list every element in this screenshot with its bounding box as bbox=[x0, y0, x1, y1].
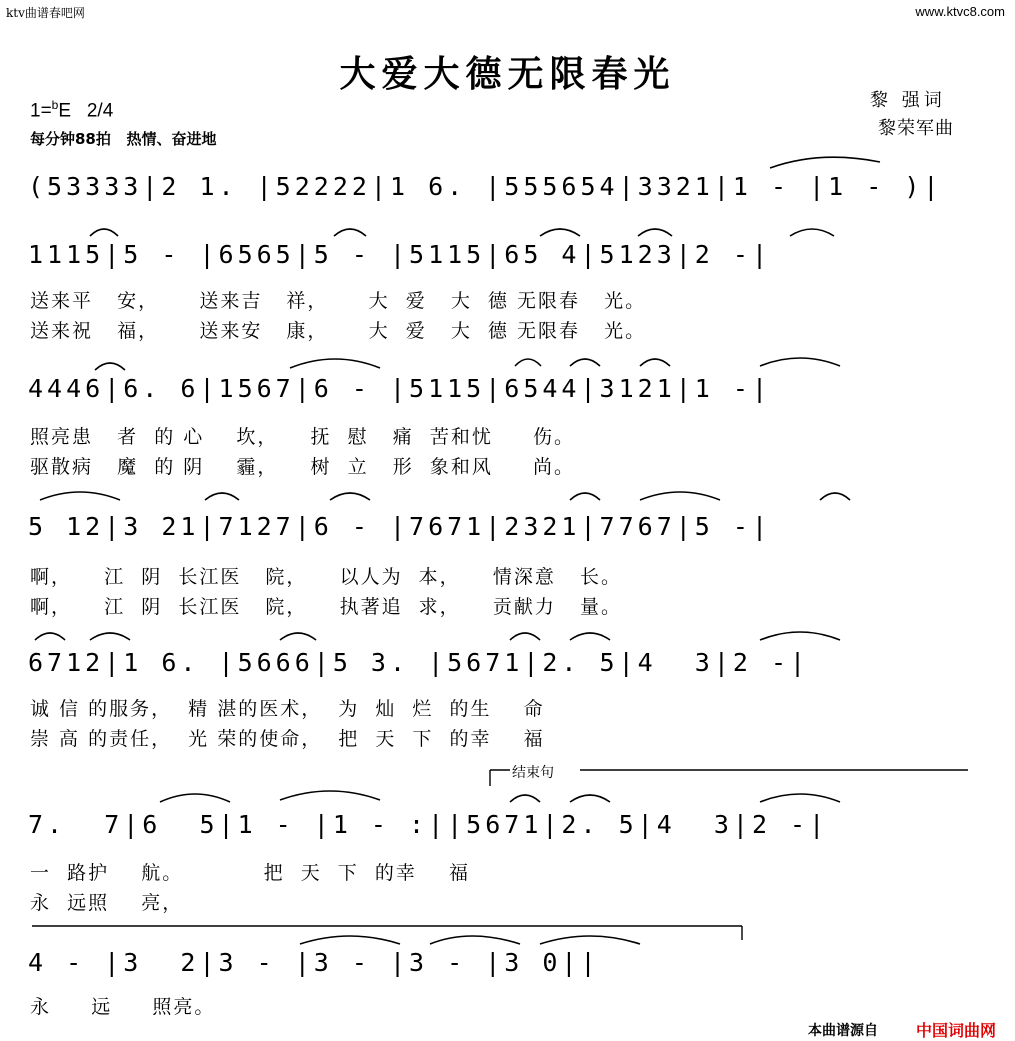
watermark-left: ktv曲谱春吧网 bbox=[6, 6, 85, 20]
score-row-3-notes: 4446|6. 6|1567|6 - |5115|6544|3121|1 -| bbox=[28, 374, 771, 403]
tie-arc bbox=[570, 795, 610, 802]
tie-arc bbox=[510, 633, 540, 640]
tie-arc bbox=[540, 936, 640, 944]
tie-arc bbox=[95, 363, 125, 370]
tie-arc bbox=[515, 359, 541, 366]
score-row-5-lyric-1: 诚 信 的服务， 精 湛的医术， 为 灿 烂 的生 命 bbox=[30, 698, 545, 720]
score-row-5-lyric-2: 崇 高 的责任， 光 荣的使命， 把 天 下 的幸 福 bbox=[30, 728, 545, 750]
tie-arc bbox=[570, 493, 600, 500]
tie-arc bbox=[35, 633, 65, 640]
score-row-6-lyric-1: 一 路护 航。 把 天 下 的幸 福 bbox=[30, 862, 471, 884]
tie-arc bbox=[540, 229, 580, 236]
ending-label: 结束句 bbox=[512, 765, 554, 781]
tie-arc bbox=[510, 795, 540, 802]
lyricist-credit: 黎 强词 bbox=[870, 90, 946, 111]
tie-arc bbox=[640, 359, 670, 366]
tie-arc bbox=[330, 493, 370, 500]
song-title: 大爱大德无限春光 bbox=[339, 53, 676, 95]
tie-arc bbox=[770, 157, 880, 168]
score-row-6-lyric-2: 永 远照 亮， bbox=[30, 892, 184, 914]
tie-arc bbox=[790, 229, 834, 236]
score-row-7-lyric-1: 永 远 照亮。 bbox=[30, 996, 216, 1018]
tie-arc bbox=[280, 633, 316, 640]
source-prefix: 本曲谱源自 bbox=[808, 1023, 878, 1039]
score-row-3-lyric-1: 照亮患 者 的 心 坎， 抚 慰 痛 苦和忧 伤。 bbox=[30, 426, 576, 448]
score-row-2-lyric-2: 送来祝 福， 送来安 康， 大 爱 大 德 无限春 光。 bbox=[30, 320, 647, 342]
tie-arc bbox=[90, 229, 118, 236]
composer-credit: 黎荣军曲 bbox=[878, 118, 954, 139]
score-row-6-notes: 7. 7|6 5|1 - |1 - :||5671|2. 5|4 3|2 -| bbox=[28, 810, 829, 839]
tie-arc bbox=[570, 633, 610, 640]
tie-arc bbox=[160, 794, 230, 802]
tie-arc bbox=[640, 492, 720, 500]
key-prefix: 1= bbox=[30, 100, 52, 122]
key-flat: b bbox=[51, 98, 59, 112]
tie-arc bbox=[280, 791, 380, 800]
score-row-4-notes: 5 12|3 21|7127|6 - |7671|2321|7767|5 -| bbox=[28, 512, 771, 541]
score-row-5-notes: 6712|1 6. |5666|5 3. |5671|2. 5|4 3|2 -| bbox=[28, 648, 810, 677]
tie-arc bbox=[40, 492, 120, 500]
tie-arc bbox=[334, 229, 366, 236]
score-row-3-lyric-2: 驱散病 魔 的 阴 霾， 树 立 形 象和风 尚。 bbox=[30, 456, 576, 478]
tie-arc bbox=[760, 794, 840, 802]
key-meter: E 2/4 bbox=[58, 100, 114, 122]
watermark-right: www.ktvc8.com bbox=[915, 4, 1005, 19]
tie-arc bbox=[570, 359, 600, 366]
score-row-4-lyric-2: 啊， 江 阴 长江医 院， 执著追 求， 贡献力 量。 bbox=[30, 596, 622, 618]
tie-arc bbox=[430, 936, 520, 944]
tie-arc bbox=[760, 358, 840, 366]
source-site: 中国词曲网 bbox=[916, 1021, 997, 1040]
score-row-1-notes: (53333|2 1. |52222|1 6. |555654|3321|1 - |1 - )| bbox=[28, 172, 943, 201]
tie-arc bbox=[820, 493, 850, 500]
tie-arc bbox=[638, 229, 672, 236]
tie-arc bbox=[205, 493, 239, 500]
tie-arc bbox=[300, 936, 400, 944]
tie-arc bbox=[90, 633, 130, 640]
tie-arc bbox=[760, 632, 840, 640]
score-row-7-notes: 4 - |3 2|3 - |3 - |3 - |3 0|| bbox=[28, 948, 600, 977]
tempo-marking: 每分钟88拍 热情、奋进地 bbox=[30, 130, 217, 148]
score-row-4-lyric-1: 啊， 江 阴 长江医 院， 以人为 本， 情深意 长。 bbox=[30, 566, 622, 588]
score-row-2-lyric-1: 送来平 安， 送来吉 祥， 大 爱 大 德 无限春 光。 bbox=[30, 290, 647, 312]
tie-arc bbox=[290, 359, 380, 368]
score-row-2-notes: 1115|5 - |6565|5 - |5115|65 4|5123|2 -| bbox=[28, 240, 771, 269]
